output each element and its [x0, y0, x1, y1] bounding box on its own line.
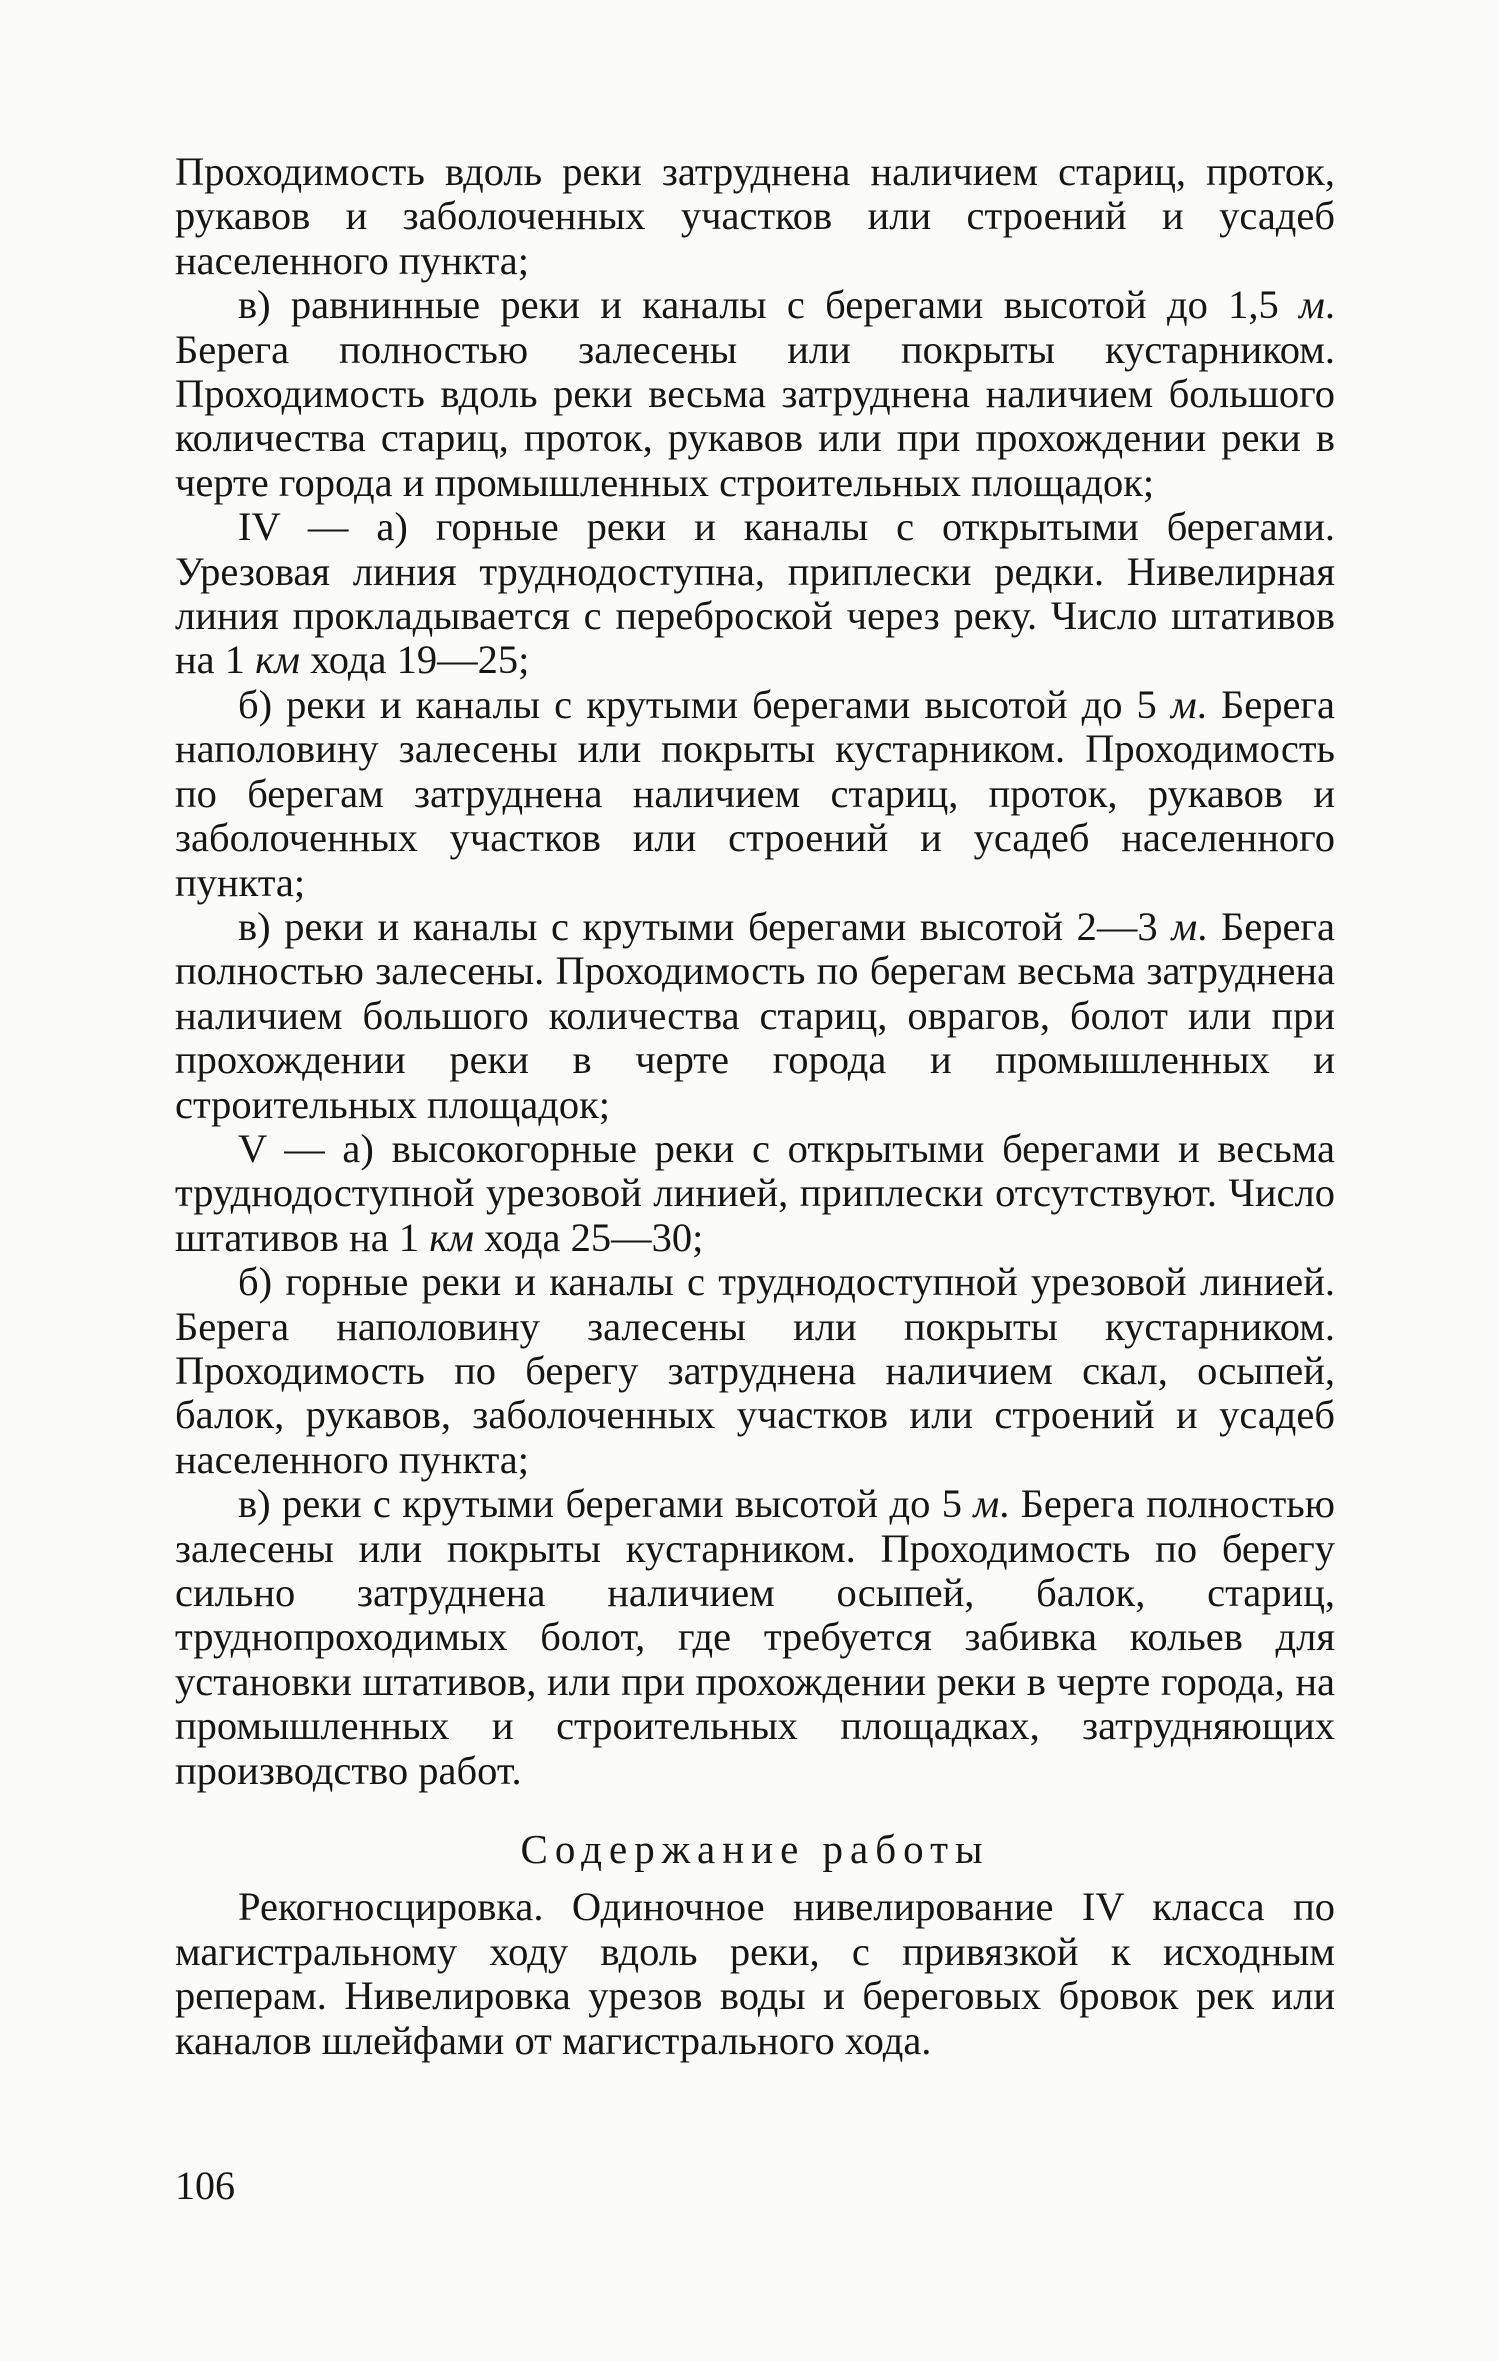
- paragraph-4: б) реки и каналы с крутыми берегами высотой до 5 м. Берега наполовину залесены или покрыты кустарником. Проходимость по берегам затруднена наличием стариц, проток, рукавов и заболоченных участков или строений и усадеб населенного пункта;: [175, 681, 1336, 905]
- section-heading: Содержание работы: [520, 1826, 990, 1873]
- paragraph-1: Проходимость вдоль реки затруднена наличием стариц, проток, рукавов и заболоченных участков или строений и усадеб населенного пункта;: [175, 149, 1335, 283]
- paragraph-7: б) горные реки и каналы с труднодоступной урезовой линией. Берега наполовину залесены или покрыты кустарником. Проходимость по берегу затруднена наличием скал, осыпей, балок, рукавов, заболоченных участков или строений и усадеб населенного пункта;: [175, 1259, 1335, 1482]
- page-body: [175, 150, 1335, 2063]
- page-number: 106: [175, 2163, 235, 2208]
- paragraph-2: в) равнинные реки и каналы с берегами высотой до 1,5 м. Берега полностью залесены или покрыты кустарником. Проходимость вдоль реки весьма затруднена наличием большого количества стариц, проток, рукавов или при прохождении реки в черте города и промышленных строительных площадок;: [175, 282, 1336, 505]
- paragraph-6: V — а) высокогорные реки с открытыми берегами и весьма труднодоступной урезовой линией, приплески отсутствуют. Число штативов на 1 км хода 25—30;: [175, 1125, 1335, 1260]
- paragraph-9: Рекогносцировка. Одиночное нивелирование IV класса по магистральному ходу вдоль реки, с привязкой к исходным реперам. Нивелировка урезов воды и береговых бровок рек или каналов шлейфами от магистрального хода.: [175, 1884, 1335, 2063]
- paragraph-3: IV — а) горные реки и каналы с открытыми берегами. Урезовая линия труднодоступна, приплески редки. Нивелирная линия прокладывается с переброской через реку. Число штативов на 1 км хода 19—25;: [175, 504, 1335, 683]
- paragraph-5: в) реки и каналы с крутыми берегами высотой 2—3 м. Берега полностью залесены. Проходимость по берегам весьма затруднена наличием большого количества стариц, оврагов, болот или при прохождении реки в черте города и промышленных и строительных площадок;: [175, 903, 1336, 1127]
- paragraph-8: в) реки с крутыми берегами высотой до 5 м. Берега полностью залесены или покрыты кустарником. Проходимость по берегу сильно затруднена наличием осыпей, балок, стариц, труднопроходимых болот, где требуется забивка кольев для установки штативов, или при прохождении реки в черте города, на промышленных и строительных площадках, затрудняющих производство работ.: [175, 1481, 1336, 1793]
